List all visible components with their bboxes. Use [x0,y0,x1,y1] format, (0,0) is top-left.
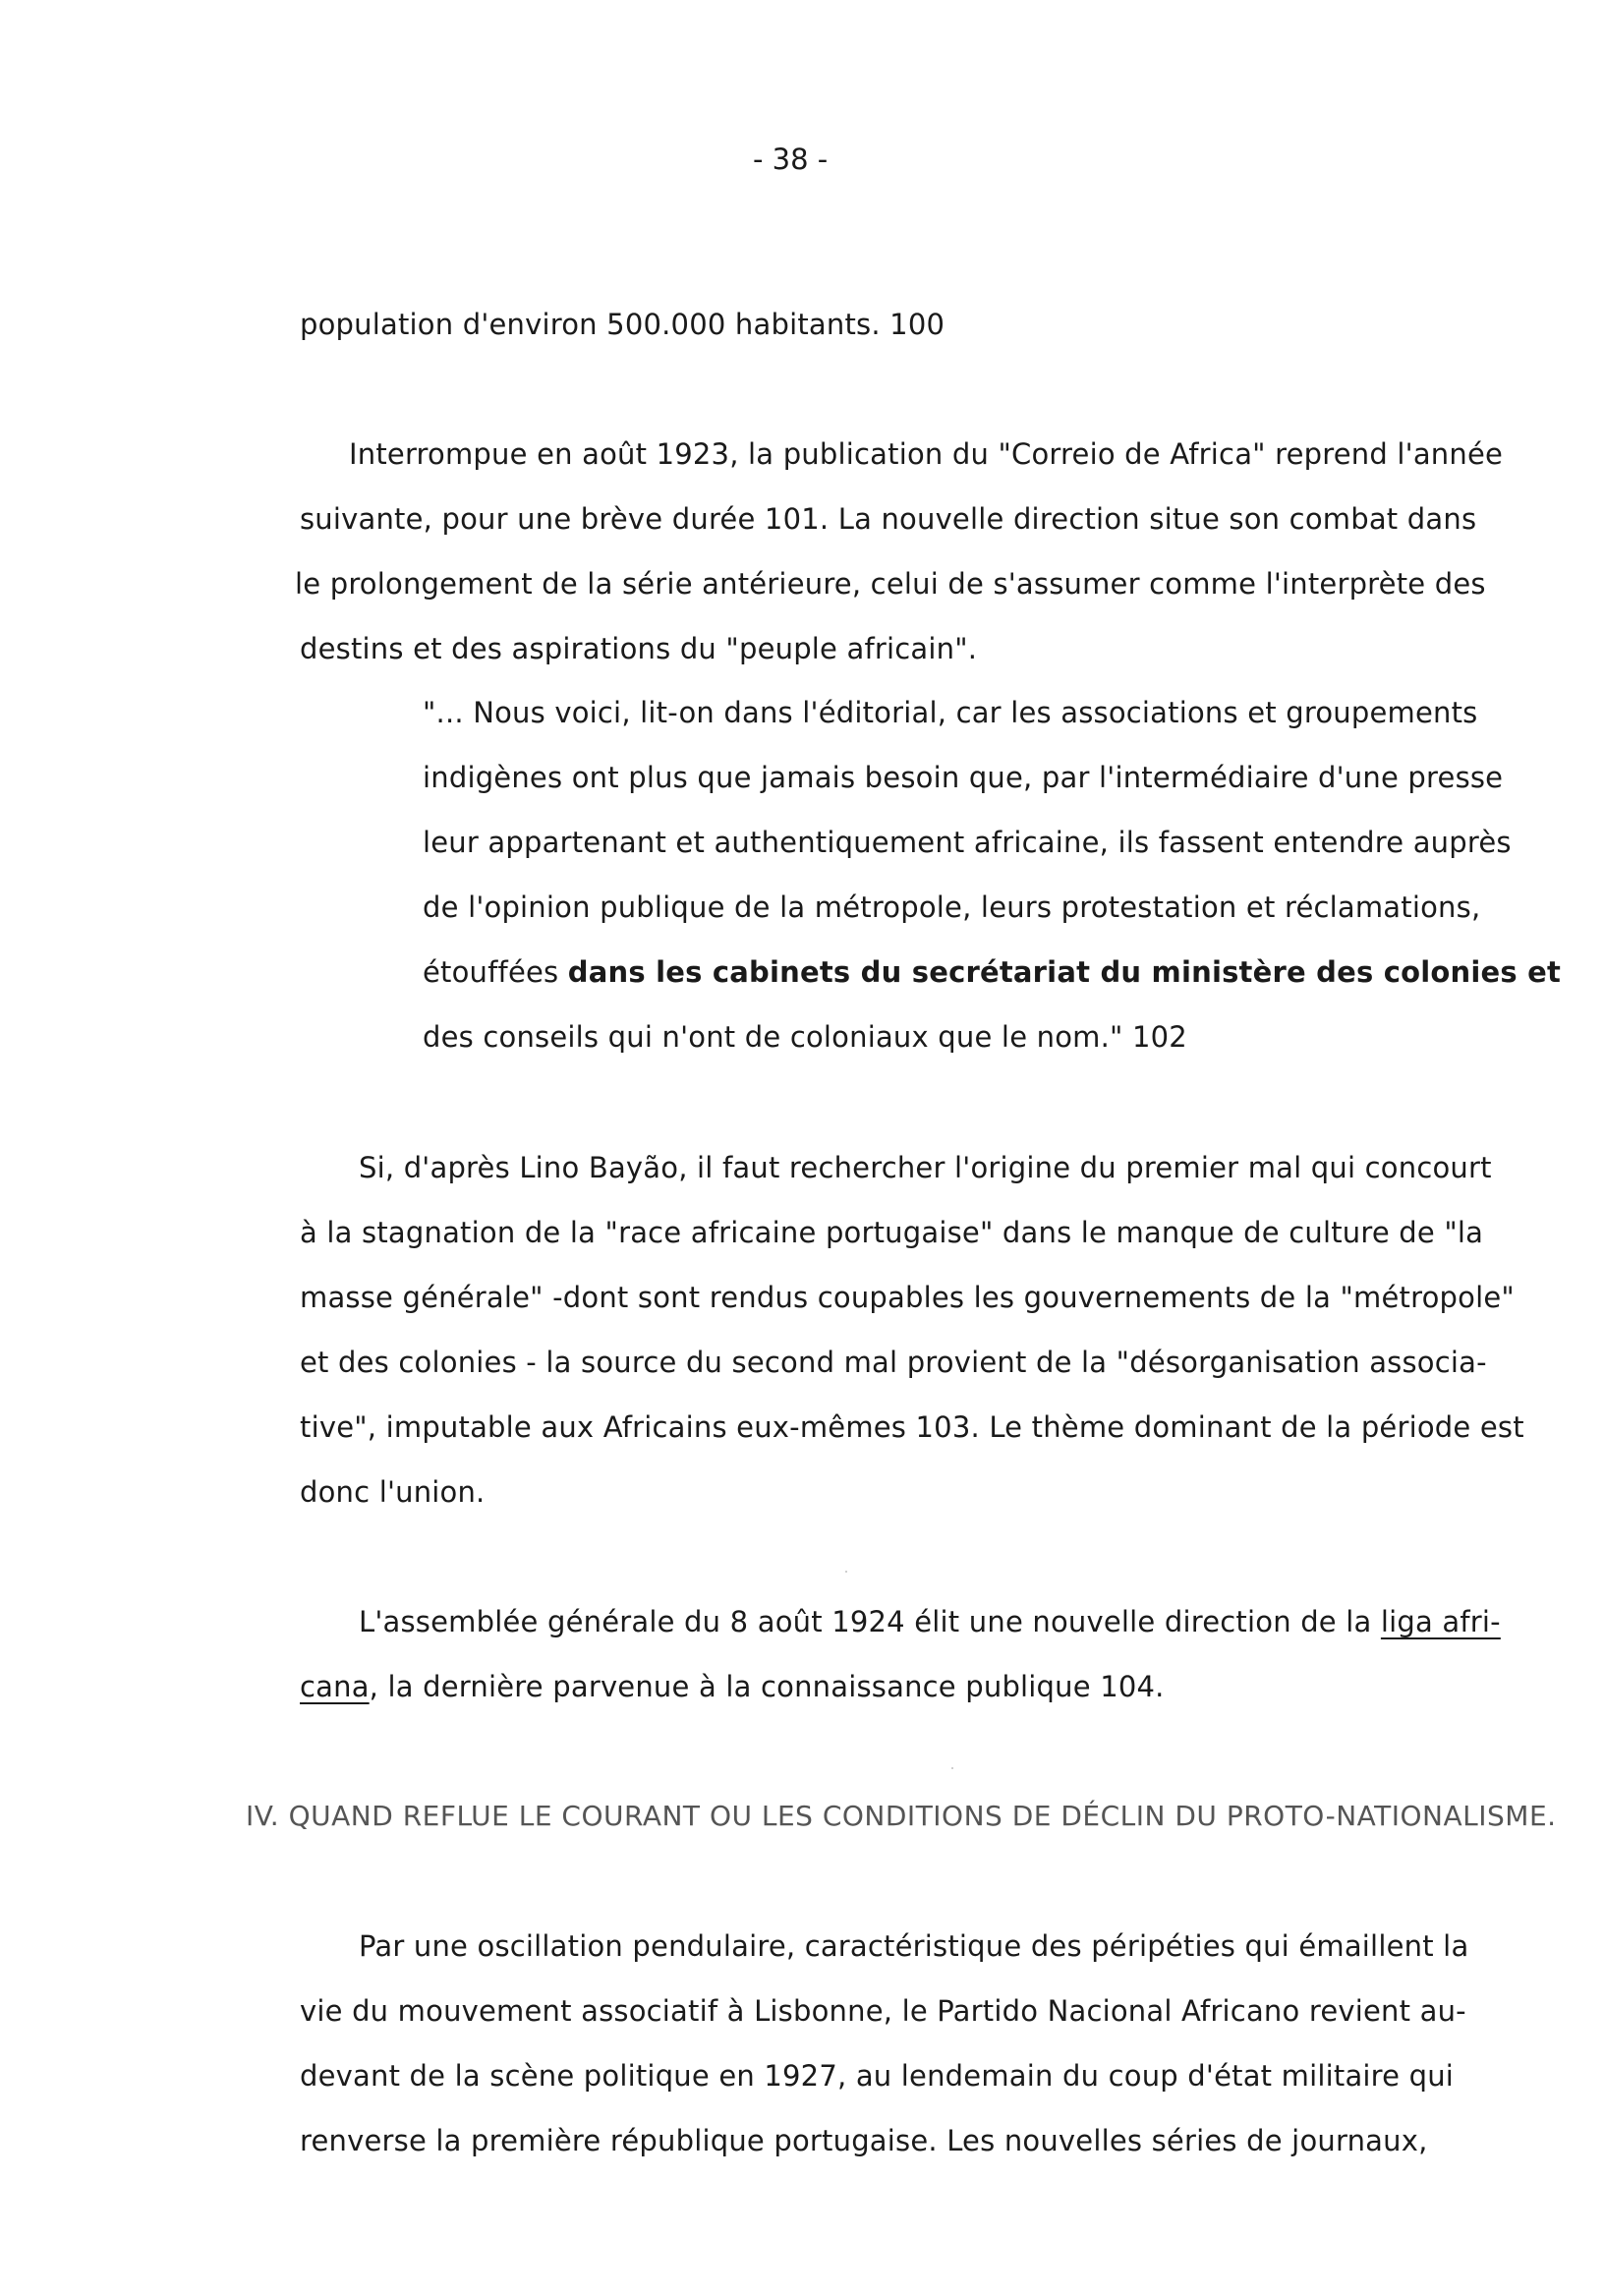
text-line: Interrompue en août 1923, la publication du "Correio de Africa" reprend l'année [349,437,1504,471]
quote-line: de l'opinion publique de la métropole, leurs protestation et réclamations, [423,890,1481,924]
quote-line [423,952,1561,992]
text-segment: L'assemblée générale du 8 août 1924 élit une nouvelle direction de la [359,1605,1381,1638]
text-line: suivante, pour une brève durée 101. La nouvelle direction situe son combat dans [300,502,1477,536]
text-line: masse générale" -dont sont rendus coupables les gouvernements de la "métropole" [300,1281,1515,1314]
quote-bold-text: dans les cabinets du secrétariat du ministère des colonies et [567,955,1562,989]
quote-line: indigènes ont plus que jamais besoin que, par l'intermédiaire d'une presse [423,761,1504,794]
section-heading: IV. QUAND REFLUE LE COURANT OU LES CONDITIONS DE DÉCLIN DU PROTO-NATIONALISME. [246,1800,1557,1832]
text-line: Si, d'après Lino Bayão, il faut rechercher l'origine du premier mal qui concourt [359,1151,1492,1184]
text-line: vie du mouvement associatif à Lisbonne, le Partido Nacional Africano revient au- [300,1994,1466,2028]
quote-line: "... Nous voici, lit-on dans l'éditorial, car les associations et groupements [423,696,1478,729]
text-line: devant de la scène politique en 1927, au lendemain du coup d'état militaire qui [300,2059,1455,2093]
text-line: et des colonies - la source du second mal provient de la "désorganisation associa- [300,1346,1487,1379]
text-segment: , la dernière parvenue à la connaissance publique 104. [369,1670,1165,1703]
text-line: tive", imputable aux Africains eux-mêmes 103. Le thème dominant de la période est [300,1410,1524,1444]
scan-speck [951,1767,953,1769]
text-line: le prolongement de la série antérieure, celui de s'assumer comme l'interprète des [295,567,1486,601]
text-line: population d'environ 500.000 habitants. 100 [300,308,945,341]
page-number: - 38 - [753,143,829,176]
text-line [359,1602,1501,1641]
text-line: renverse la première république portugaise. Les nouvelles séries de journaux, [300,2124,1428,2157]
text-line: destins et des aspirations du "peuple africain". [300,632,978,665]
text-line [300,1667,1165,1706]
text-line: donc l'union. [300,1475,486,1509]
scan-speck [845,1571,847,1573]
quote-line: des conseils qui n'ont de coloniaux que le nom." 102 [423,1020,1187,1054]
quote-text: étouffées [423,955,568,989]
text-line: Par une oscillation pendulaire, caractéristique des péripéties qui émaillent la [359,1929,1469,1963]
quote-line: leur appartenant et authentiquement africaine, ils fassent entendre auprès [423,826,1512,859]
underlined-term: cana [300,1670,370,1703]
text-line: à la stagnation de la "race africaine portugaise" dans le manque de culture de "la [300,1216,1484,1249]
underlined-term: liga afri- [1380,1605,1501,1638]
